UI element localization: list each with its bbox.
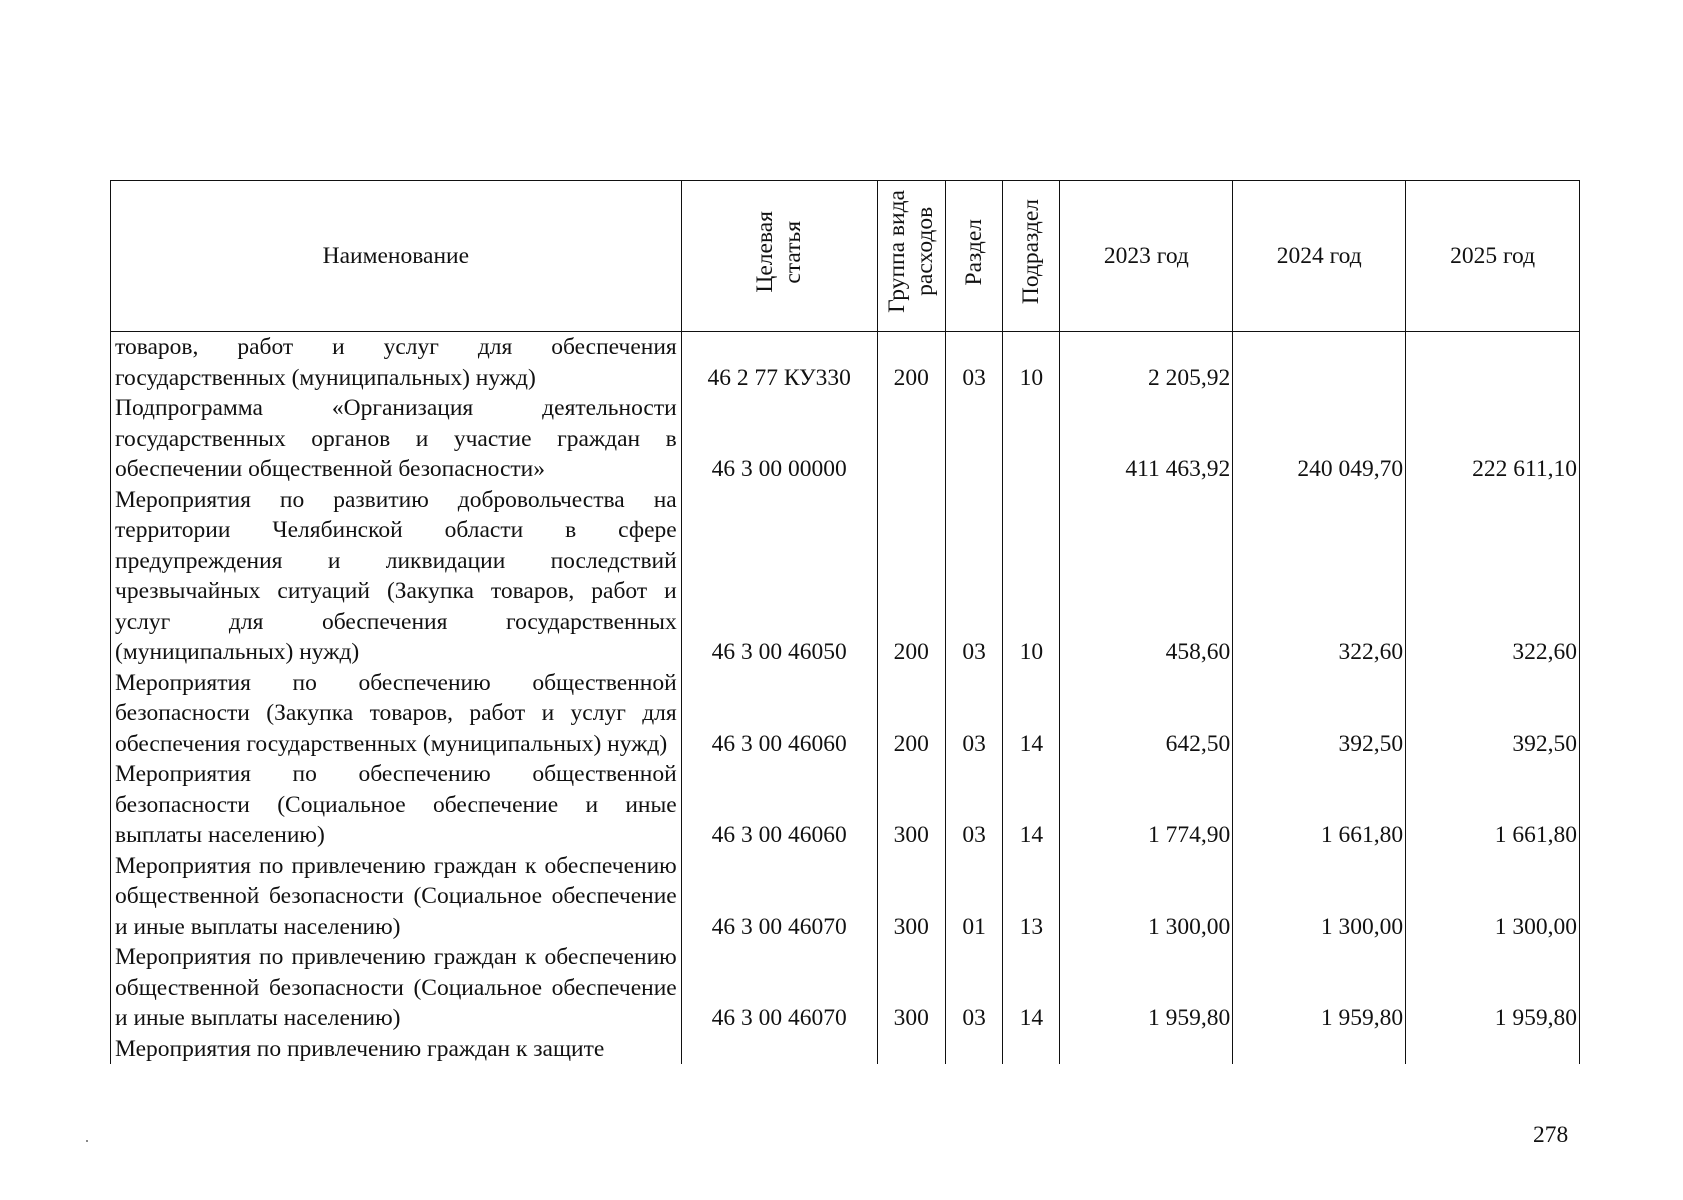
header-section [945,181,1002,332]
cell-2024: 392,50 [1233,668,1406,760]
cell-subsection: 14 [1003,668,1060,760]
table-row [111,393,1580,485]
cell-group: 200 [877,668,945,760]
cell-target: 46 2 77 КУ330 [681,332,877,394]
header-target-label: Целевая статья [752,210,807,293]
cell-section [945,393,1002,485]
cell-2024 [1233,332,1406,394]
cell-2025 [1406,1034,1580,1065]
table-row [111,759,1580,851]
cell-section: 03 [945,759,1002,851]
cell-2025: 322,60 [1406,485,1580,668]
cell-2023: 642,50 [1060,668,1233,760]
cell-2024: 322,60 [1233,485,1406,668]
cell-name: Мероприятия по привлечению граждан к обеспечению общественной безопасности (Социальное обеспечение и иные выплаты населению) [111,851,682,943]
table-row [111,668,1580,760]
cell-name: Мероприятия по развитию добровольчества на территории Челябинской области в сфере предупреждения и ликвидации последствий чрезвычайных ситуаций (Закупка товаров, работ и услуг для обеспечения государственных (муниципальных) нужд) [111,485,682,668]
header-group-label: Группа вида расходов [884,190,939,314]
budget-table [110,180,1580,1064]
cell-2023: 411 463,92 [1060,393,1233,485]
cell-2024: 1 300,00 [1233,851,1406,943]
cell-2025: 222 611,10 [1406,393,1580,485]
cell-subsection: 14 [1003,759,1060,851]
cell-section: 03 [945,668,1002,760]
cell-name: товаров, работ и услуг для обеспечения государственных (муниципальных) нужд) [111,332,682,394]
table-row [111,1034,1580,1065]
cell-group: 200 [877,485,945,668]
cell-subsection: 13 [1003,851,1060,943]
cell-group: 300 [877,759,945,851]
cell-name: Мероприятия по обеспечению общественной безопасности (Закупка товаров, работ и услуг для обеспечения государственных (муниципальных) нужд) [111,668,682,760]
cell-2023: 1 300,00 [1060,851,1233,943]
page-number: 278 [1533,1122,1569,1148]
cell-2025 [1406,332,1580,394]
cell-group [877,393,945,485]
cell-subsection [1003,1034,1060,1065]
cell-group [877,1034,945,1065]
header-2024-label: 2024 год [1276,242,1362,269]
header-target [681,181,877,332]
header-subsection [1003,181,1060,332]
cell-group: 300 [877,851,945,943]
table-header [111,181,1580,332]
cell-target [681,1034,877,1065]
cell-section: 03 [945,332,1002,394]
cell-target: 46 3 00 46060 [681,759,877,851]
cell-2025: 1 959,80 [1406,942,1580,1034]
cell-2024: 1 661,80 [1233,759,1406,851]
cell-subsection: 14 [1003,942,1060,1034]
cell-section: 01 [945,851,1002,943]
cell-2023: 1 774,90 [1060,759,1233,851]
cell-name: Мероприятия по обеспечению общественной безопасности (Социальное обеспечение и иные выплаты населению) [111,759,682,851]
header-name [111,181,682,332]
cell-subsection [1003,393,1060,485]
header-subsection-label: Подраздел [1018,199,1045,305]
table-row [111,942,1580,1034]
scan-speck [86,1140,88,1142]
table-row [111,332,1580,394]
header-2025 [1406,181,1580,332]
header-2023-label: 2023 год [1103,242,1189,269]
cell-2024: 1 959,80 [1233,942,1406,1034]
header-2023 [1060,181,1233,332]
header-row [111,181,1580,332]
cell-name: Мероприятия по привлечению граждан к защите [111,1034,682,1065]
cell-subsection: 10 [1003,485,1060,668]
cell-2024 [1233,1034,1406,1065]
cell-name: Мероприятия по привлечению граждан к обеспечению общественной безопасности (Социальное обеспечение и иные выплаты населению) [111,942,682,1034]
table-body [111,332,1580,1065]
cell-section: 03 [945,942,1002,1034]
header-name-label: Наименование [322,242,470,269]
header-section-label: Раздел [961,218,988,285]
cell-section: 03 [945,485,1002,668]
cell-2023 [1060,1034,1233,1065]
header-group [877,181,945,332]
cell-target: 46 3 00 46060 [681,668,877,760]
table-row [111,485,1580,668]
table-row [111,851,1580,943]
cell-2023: 458,60 [1060,485,1233,668]
cell-2025: 1 300,00 [1406,851,1580,943]
cell-name: Подпрограмма «Организация деятельности государственных органов и участие граждан в обеспечении общественной безопасности» [111,393,682,485]
cell-target: 46 3 00 46070 [681,851,877,943]
cell-group: 200 [877,332,945,394]
cell-section [945,1034,1002,1065]
cell-group: 300 [877,942,945,1034]
cell-target: 46 3 00 46050 [681,485,877,668]
cell-target: 46 3 00 46070 [681,942,877,1034]
header-2024 [1233,181,1406,332]
cell-2023: 1 959,80 [1060,942,1233,1034]
cell-subsection: 10 [1003,332,1060,394]
cell-target: 46 3 00 00000 [681,393,877,485]
header-2025-label: 2025 год [1450,242,1536,269]
cell-2023: 2 205,92 [1060,332,1233,394]
cell-2025: 1 661,80 [1406,759,1580,851]
cell-2025: 392,50 [1406,668,1580,760]
cell-2024: 240 049,70 [1233,393,1406,485]
